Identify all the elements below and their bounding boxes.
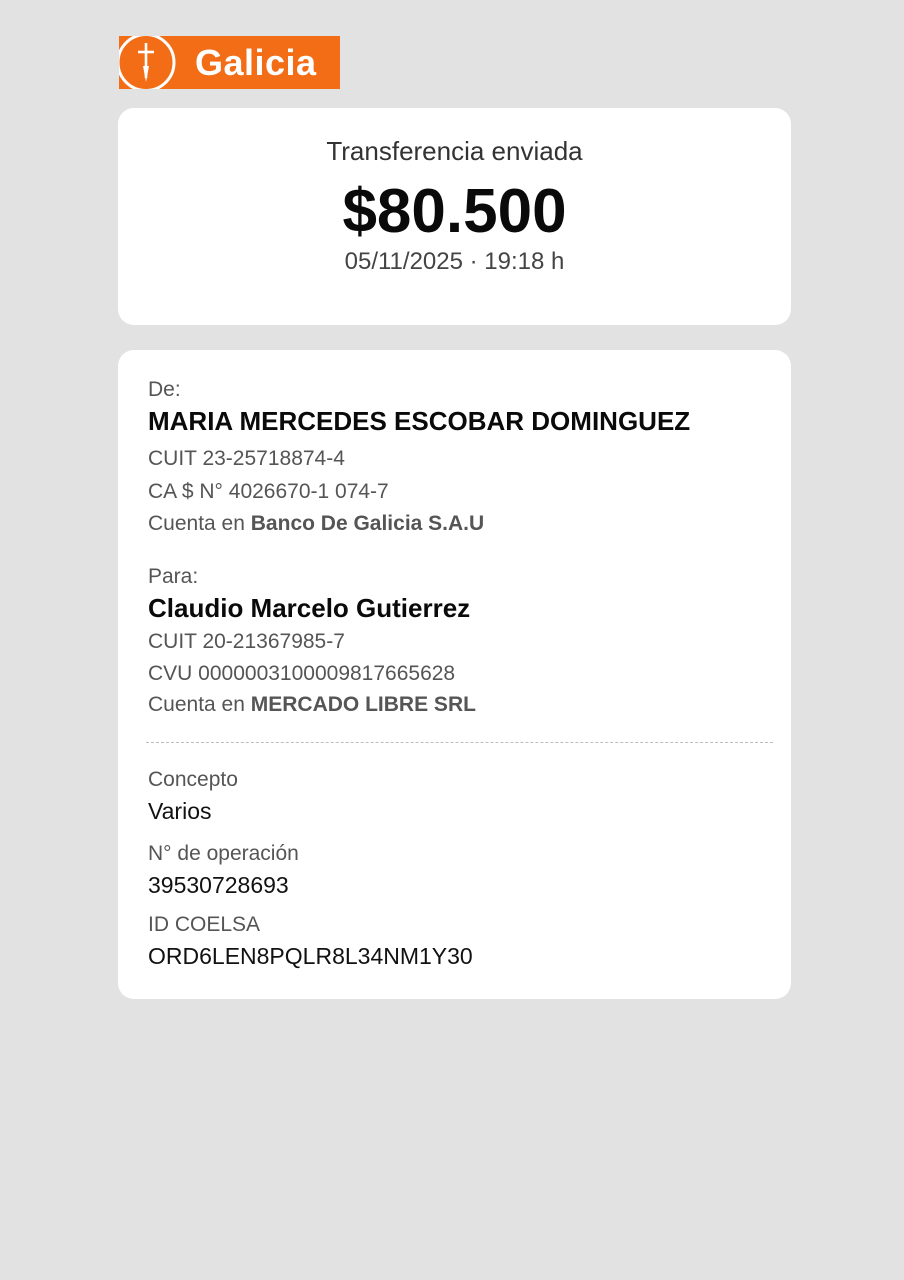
transfer-details-card: [118, 350, 791, 999]
coelsa-id-value: ORD6LEN8PQLR8L34NM1Y30: [148, 943, 473, 969]
from-bank-prefix: Cuenta en: [148, 512, 245, 535]
to-bank-prefix: Cuenta en: [148, 693, 245, 716]
from-bank-line: [148, 512, 484, 536]
to-account: CVU 0000003100009817665628: [148, 662, 456, 685]
concept-label: Concepto: [148, 768, 238, 791]
from-label: De:: [148, 378, 181, 401]
galicia-emblem-icon: [119, 36, 179, 89]
to-name: Claudio Marcelo Gutierrez: [148, 593, 471, 623]
to-bank-name: MERCADO LIBRE SRL: [250, 693, 476, 716]
coelsa-id-label: ID COELSA: [148, 913, 261, 936]
brand-name: Galicia: [195, 41, 317, 83]
operation-number-label: N° de operación: [148, 842, 299, 865]
from-bank-name: Banco De Galicia S.A.U: [250, 512, 485, 535]
galicia-logo: [119, 36, 340, 89]
from-account: CA $ N° 4026670-1 074-7: [148, 480, 389, 503]
from-cuit: CUIT 23-25718874-4: [148, 447, 345, 470]
transfer-amount: $80.500: [342, 177, 567, 246]
concept-value: Varios: [148, 798, 212, 824]
transfer-title: Transferencia enviada: [326, 136, 583, 166]
section-divider: [146, 742, 773, 743]
to-cuit: CUIT 20-21367985-7: [148, 630, 345, 653]
transfer-summary-card: [118, 108, 791, 325]
from-name: MARIA MERCEDES ESCOBAR DOMINGUEZ: [148, 406, 691, 436]
transfer-datetime: 05/11/2025 · 19:18 h: [344, 248, 565, 275]
operation-number-value: 39530728693: [148, 872, 289, 898]
to-bank-line: [148, 693, 476, 717]
to-label: Para:: [148, 565, 199, 588]
